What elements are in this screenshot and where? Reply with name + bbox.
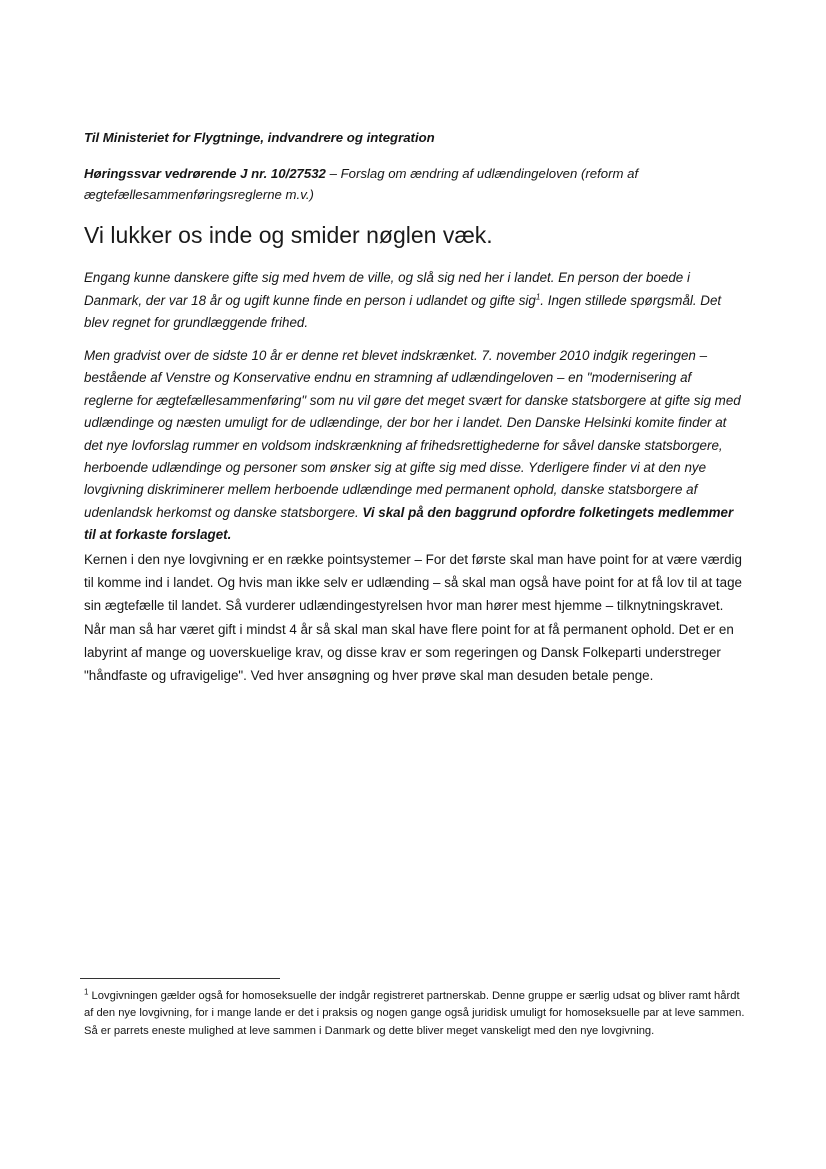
subject-line [84,163,744,205]
footnote [84,988,746,1040]
footnote-text: Lovgivningen gælder også for homoseksuelle der indgår registreret partnerskab. Denne gruppe er særlig udsat og bliver ramt hårdt af den nye lovgivning, for i mange lande er det i praksis og nogen gange også juridisk umuligt for homoseksuelle par at leve sammen. Så er parrets eneste mulighed at leve sammen i Danmark og dette bliver meget vanskeligt med den nye lovgivning. [84,990,745,1037]
subject-reference: Høringssvar vedrørende J nr. 10/27532 [84,166,326,181]
paragraph-argument [84,345,744,547]
addressee-line: Til Ministeriet for Flygtninge, indvandrere og integration [84,130,435,145]
paragraph-argument-text: Men gradvist over de sidste 10 år er denne ret blevet indskrænket. 7. november 2010 indgik regeringen – bestående af Venstre og Konservative endnu en stramning af udlændingeloven – en "modernisering af reglerne for ægtefællesammenføring" som nu vil gøre det meget svært for danske statsborgere at gifte sig med udlændinge og næsten umuligt for de udlændinge, der bor her i landet. Den Danske Helsinki komite finder at det nye lovforslag rummer en voldsom indskrænkning af frihedsrettighederne for såvel danske statsborgere, herboende udlændinge og personer som ønsker sig at gifte sig med disse. Yderligere finder vi at den nye lovgivning diskriminerer mellem herboende udlændinge med permanent ophold, danske statsborgere af udenlandsk herkomst og danske statsborgere. [84,348,741,520]
subject-description: – Forslag om ændring af udlændingeloven (reform af ægtefællesammenføringsreglerne m.v.) [84,166,639,202]
footnote-divider [80,978,280,979]
paragraph-points-system: Kernen i den nye lovgivning er en række pointsystemer – For det første skal man have point for at være værdig til komme ind i landet. Og hvis man ikke selv er udlænding – så skal man også have point for at få lov til at tage sin ægtefælle til landet. Så vurderer udlændingestyrelsen hvor man hører mest hjemme – tilknytningskravet. Når man så har været gift i mindst 4 år så skal man skal have flere point for at få permanent ophold. Det er en labyrint af mange og uoverskuelige krav, og disse krav er som regeringen og Dansk Folkeparti understreger "håndfaste og ufravigelige". Ved hver ansøgning og hver prøve skal man desuden betale penge. [84,552,742,684]
footnote-number: 1 [84,987,89,997]
footnote-reference: 1 [535,292,541,302]
paragraph-intro [84,267,744,335]
paragraph-intro-text: Engang kunne danskere gifte sig med hvem de ville, og slå sig ned her i landet. En person der boede i Danmark, der var 18 år og ugift kunne finde en person i udlandet og gifte sig [84,270,690,308]
document-heading: Vi lukker os inde og smider nøglen væk. [84,222,493,248]
paragraph-intro-text-end: . Ingen stillede spørgsmål. Det blev regnet for grundlæggende frihed. [84,292,722,330]
paragraph-argument-appeal: Vi skal på den baggrund opfordre folketingets medlemmer til at forkaste forslaget. [84,504,734,543]
